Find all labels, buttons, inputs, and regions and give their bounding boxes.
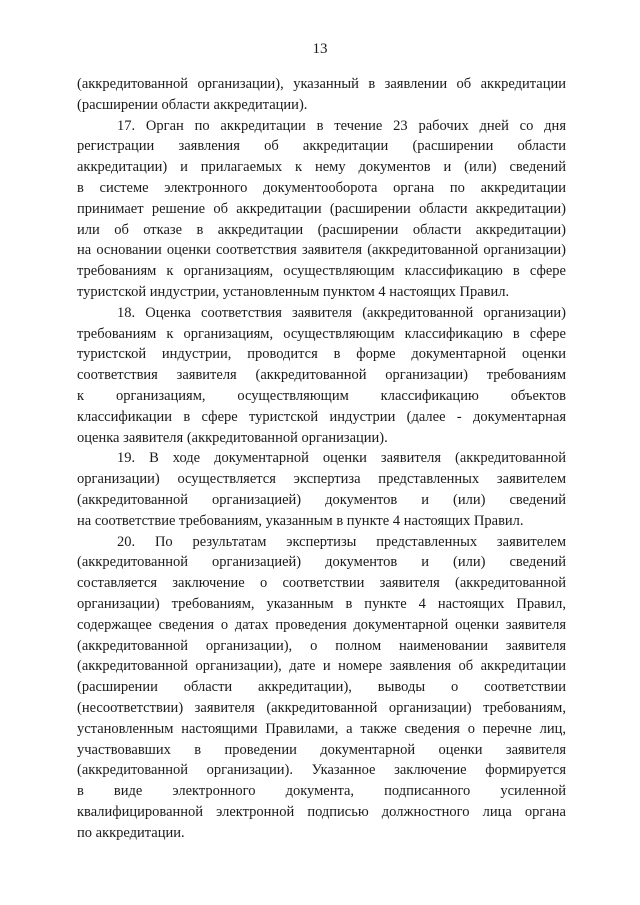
text-line: составляется заключение о соответствии заявителя (аккредитованной bbox=[77, 575, 566, 592]
text-line: (расширении области аккредитации), выводы о соответствии bbox=[77, 679, 566, 696]
text-line: к организациям, осуществляющим классификацию объектов bbox=[77, 387, 566, 404]
text-line: установленным настоящими Правилами, а также сведения о перечне лиц, bbox=[77, 720, 566, 737]
text-line: оценка заявителя (аккредитованной организации). bbox=[77, 429, 388, 446]
text-line: принимает решение об аккредитации (расширении области аккредитации) bbox=[77, 200, 566, 217]
text-line: (несоответствии) заявителя (аккредитованной организации) требованиям, bbox=[77, 699, 566, 716]
text-line: квалифицированной электронной подписью должностного лица органа bbox=[77, 803, 566, 820]
text-line: (аккредитованной организации), указанный в заявлении об аккредитации bbox=[77, 76, 566, 92]
text-line: классификации в сфере туристской индустрии (далее - документарная bbox=[77, 408, 566, 425]
text-line: требованиям к организациям, осуществляющим классификацию в сфере bbox=[77, 325, 566, 342]
text-line: (аккредитованной организацией) документов и (или) сведений bbox=[77, 491, 566, 508]
text-line: организации) требованиям, указанным в пункте 4 настоящих Правил, bbox=[77, 595, 566, 612]
text-line: организации) осуществляется экспертиза представленных заявителем bbox=[77, 471, 566, 488]
text-line: на соответствие требованиям, указанным в пункте 4 настоящих Правил. bbox=[77, 512, 524, 529]
text-line: в системе электронного документооборота органа по аккредитации bbox=[77, 179, 566, 196]
paragraph-continuation bbox=[77, 74, 566, 116]
text-line: или об отказе в аккредитации (расширении области аккредитации) bbox=[77, 221, 566, 238]
text-line: на основании оценки соответствия заявителя (аккредитованной организации) bbox=[77, 242, 566, 259]
paragraph-20 bbox=[77, 532, 566, 844]
text-line: в виде электронного документа, подписанного усиленной bbox=[77, 783, 566, 800]
text-line: 18. Оценка соответствия заявителя (аккредитованной организации) bbox=[117, 304, 566, 321]
text-line: (аккредитованной организации). Указанное заключение формируется bbox=[77, 762, 566, 779]
text-line: участвовавших в проведении документарной оценки заявителя bbox=[77, 741, 566, 758]
text-line: регистрации заявления об аккредитации (расширении области bbox=[77, 138, 566, 155]
text-line: туристской индустрии, установленным пунктом 4 настоящих Правил. bbox=[77, 283, 510, 300]
text-line: 17. Орган по аккредитации в течение 23 рабочих дней со дня bbox=[117, 117, 566, 134]
text-line: требованиям к организациям, осуществляющим классификацию в сфере bbox=[77, 263, 566, 280]
text-line: аккредитации) и прилагаемых к нему документов и (или) сведений bbox=[77, 159, 566, 176]
text-line: (аккредитованной организации), дате и номере заявления об аккредитации bbox=[77, 658, 566, 675]
document-body bbox=[77, 74, 566, 843]
text-line: 19. В ходе документарной оценки заявителя (аккредитованной bbox=[117, 450, 566, 467]
page-number: 13 bbox=[312, 41, 328, 57]
text-line: содержащее сведения о датах проведения документарной оценки заявителя bbox=[77, 616, 566, 633]
text-line: по аккредитации. bbox=[77, 824, 185, 841]
paragraph-17 bbox=[77, 116, 566, 303]
text-line: (аккредитованной организации), о полном наименовании заявителя bbox=[77, 637, 566, 654]
text-line: 20. По результатам экспертизы представленных заявителем bbox=[117, 533, 566, 550]
text-line: (аккредитованной организацией) документов и (или) сведений bbox=[77, 554, 566, 571]
paragraph-19 bbox=[77, 448, 566, 531]
text-line: соответствия заявителя (аккредитованной организации) требованиям bbox=[77, 367, 566, 384]
text-line: туристской индустрии, проводится в форме документарной оценки bbox=[77, 346, 566, 363]
text-line: (расширении области аккредитации). bbox=[77, 96, 308, 113]
paragraph-18 bbox=[77, 303, 566, 449]
